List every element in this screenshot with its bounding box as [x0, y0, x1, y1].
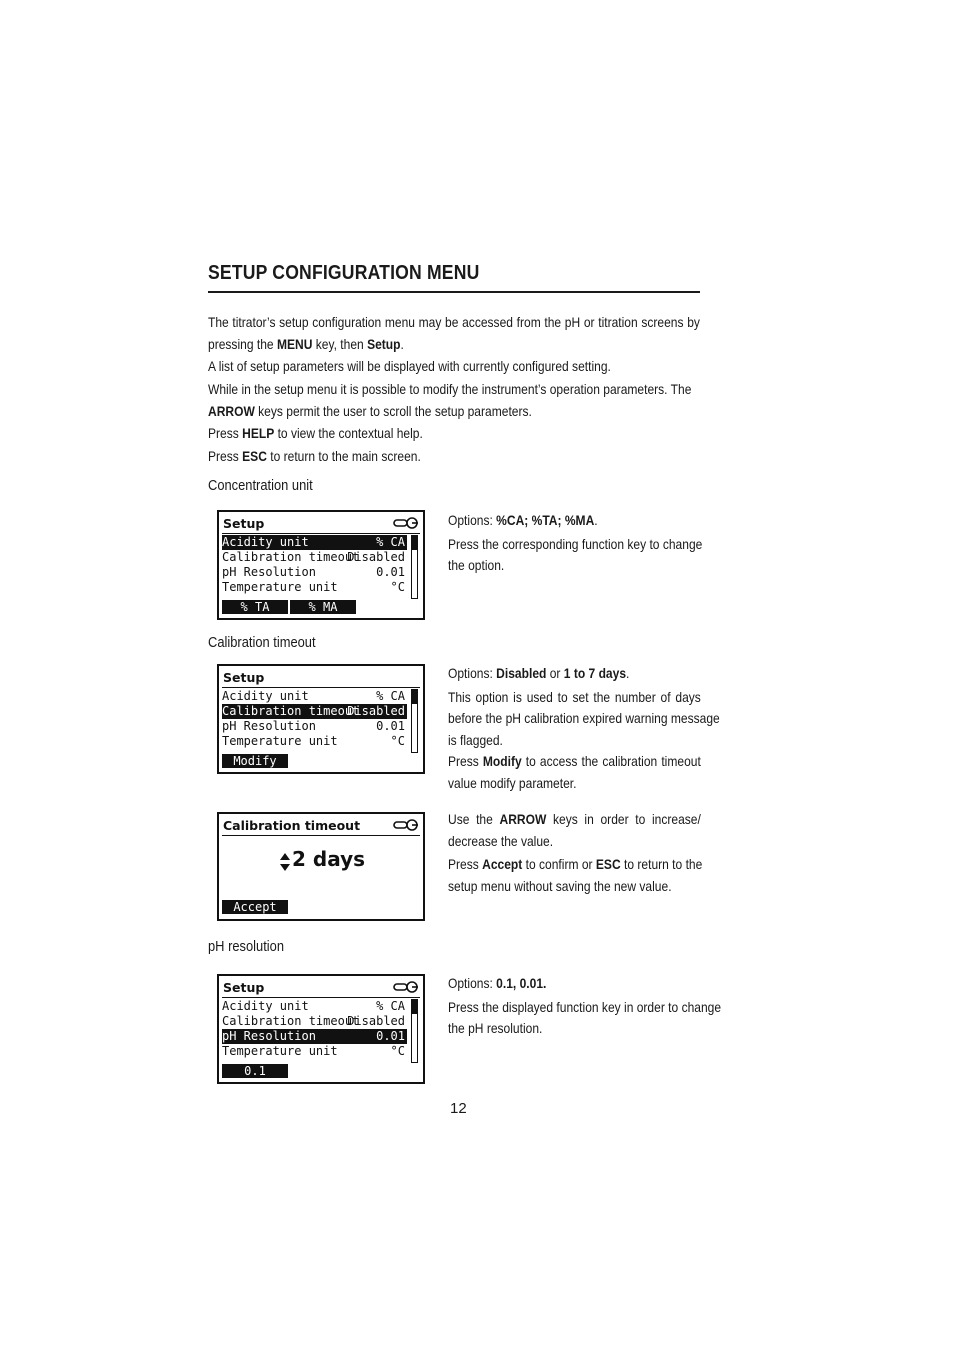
row-value: % CA	[376, 999, 405, 1013]
lcd-screen-calibration-edit	[217, 812, 425, 921]
lcd-separator	[222, 835, 420, 836]
text: keys permit the user to scroll the setup parameters.	[254, 402, 532, 419]
edit-desc-line-1	[448, 809, 701, 831]
intro-line-7	[208, 446, 421, 468]
fkey-ma: % MA	[290, 600, 356, 614]
lcd-row-ph	[222, 719, 407, 734]
esc-key-text: ESC	[595, 856, 621, 872]
text: or	[546, 665, 564, 681]
text: to return to the main screen.	[266, 448, 421, 464]
ph-desc-line-1: Press the displayed function key in order to change	[448, 998, 722, 1015]
lcd-row-calibration	[222, 704, 407, 719]
intro-line-2	[208, 334, 700, 356]
text: .	[594, 512, 598, 528]
text: Press	[208, 425, 243, 441]
row-label: Acidity unit	[222, 689, 309, 703]
wrench-key-icon	[393, 819, 419, 831]
calibration-desc-line-1: This option is used to set the number of days	[448, 688, 701, 705]
options-value: 0.1, 0.01.	[496, 975, 547, 991]
row-label: Calibration timeout	[222, 550, 360, 564]
wrench-key-icon	[393, 517, 419, 529]
row-value: Disabled	[347, 704, 405, 718]
intro-paragraph	[208, 312, 700, 355]
lcd-title: Calibration timeout	[223, 818, 361, 833]
text: Press	[448, 753, 483, 769]
text: Options:	[448, 512, 497, 528]
lcd-separator	[222, 533, 420, 534]
lcd-row-calibration	[222, 1014, 407, 1029]
title-rule	[208, 291, 700, 293]
lcd-row-acidity	[222, 535, 407, 550]
row-value: % CA	[376, 535, 405, 549]
lcd-row-ph	[222, 565, 407, 580]
intro-line-1: The titrator’s setup configuration menu may be accessed from the pH or titration screens by	[208, 314, 700, 330]
calibration-edit-desc	[448, 809, 701, 897]
row-label: pH Resolution	[222, 719, 316, 733]
lcd-screen-calibration	[217, 664, 425, 774]
text: .	[626, 665, 630, 681]
text: to confirm or	[522, 856, 596, 872]
calibration-desc-line-5: value modify parameter.	[448, 774, 577, 791]
menu-key-text: MENU	[276, 335, 313, 352]
intro-line-4: While in the setup menu it is possible to modify the instrument’s operation parameters. The	[208, 381, 692, 397]
lcd-scrollbar	[411, 535, 418, 599]
fkey-0-1: 0.1	[222, 1064, 288, 1078]
calibration-desc	[448, 663, 720, 794]
text: .	[400, 335, 404, 352]
row-label: Calibration timeout	[222, 1014, 360, 1028]
lcd-scrollbar	[411, 689, 418, 753]
concentration-desc	[448, 510, 701, 577]
row-label: pH Resolution	[222, 565, 316, 579]
text: Options:	[448, 975, 497, 991]
lcd-row-temperature	[222, 734, 407, 749]
ph-options	[448, 973, 701, 995]
modify-key-text: Modify	[482, 753, 522, 769]
row-value: 0.01	[376, 1029, 405, 1043]
esc-key-text: ESC	[242, 448, 267, 464]
text: Options:	[448, 665, 497, 681]
lcd-title: Setup	[223, 670, 265, 685]
row-value: 0.01	[376, 565, 405, 579]
text: to return to the	[620, 856, 703, 872]
lcd-screen-concentration	[217, 510, 425, 620]
calibration-options	[448, 663, 701, 685]
fkey-ta: % TA	[222, 600, 288, 614]
concentration-label: Concentration unit	[208, 477, 313, 494]
row-label: Temperature unit	[222, 734, 338, 748]
lcd-title: Setup	[223, 516, 265, 531]
text: to access the calibration timeout	[521, 753, 701, 769]
lcd-row-temperature	[222, 1044, 407, 1059]
arrow-key-text: ARROW	[208, 402, 255, 419]
row-value: °C	[390, 580, 405, 594]
row-label: Temperature unit	[222, 580, 338, 594]
arrow-key-text: ARROW	[499, 811, 547, 827]
ph-desc	[448, 973, 722, 1040]
calibration-desc-line-2: before the pH calibration expired warning message	[448, 710, 720, 726]
setup-text: Setup	[367, 335, 401, 352]
text: to view the contextual help.	[274, 425, 423, 441]
lcd-row-ph	[222, 1029, 407, 1044]
help-key-text: HELP	[242, 425, 275, 441]
edit-desc-line-4: setup menu without saving the new value.	[448, 877, 672, 894]
text: Press	[448, 856, 483, 872]
fkey-modify: Modify	[222, 754, 288, 768]
cal-value: 2 days	[292, 847, 366, 871]
lcd-scrollbar	[411, 999, 418, 1063]
lcd-row-acidity	[222, 999, 407, 1014]
row-label: Acidity unit	[222, 535, 309, 549]
edit-desc-line-2: decrease the value.	[448, 832, 554, 849]
concentration-options	[448, 510, 701, 532]
calibration-desc-line-3: is flagged.	[448, 731, 503, 748]
accept-key-text: Accept	[482, 856, 523, 872]
options-value: %CA; %TA; %MA	[496, 512, 595, 528]
row-value: % CA	[376, 689, 405, 703]
lcd-separator	[222, 687, 420, 688]
row-label: Acidity unit	[222, 999, 309, 1013]
row-label: Calibration timeout	[222, 704, 360, 718]
up-down-arrow-icon	[279, 852, 291, 872]
option-disabled: Disabled	[496, 665, 547, 681]
intro-line-5	[208, 401, 700, 423]
row-value: °C	[390, 734, 405, 748]
edit-desc-line-3	[448, 854, 701, 876]
fkey-accept: Accept	[222, 900, 288, 914]
page-number: 12	[450, 1100, 467, 1117]
concentration-desc-line-1: Press the corresponding function key to change	[448, 535, 703, 552]
row-value: °C	[390, 1044, 405, 1058]
lcd-row-acidity	[222, 689, 407, 704]
section-title: SETUP CONFIGURATION MENU	[208, 262, 480, 284]
intro-line-6	[208, 423, 423, 445]
calibration-label: Calibration timeout	[208, 634, 316, 651]
row-value: 0.01	[376, 719, 405, 733]
lcd-title: Setup	[223, 980, 265, 995]
scroll-thumb	[412, 690, 417, 704]
option-days: 1 to 7 days	[563, 665, 627, 681]
text: Press	[208, 448, 243, 464]
row-value: Disabled	[347, 1014, 405, 1028]
text: pressing the	[208, 335, 277, 352]
text: key, then	[312, 335, 368, 352]
calibration-desc-line-4	[448, 751, 701, 773]
lcd-row-temperature	[222, 580, 407, 595]
wrench-key-icon	[393, 981, 419, 993]
intro-paragraph-2	[208, 379, 700, 422]
intro-line-3: A list of setup parameters will be displayed with currently configured setting.	[208, 358, 611, 374]
text: keys in order to increase/	[546, 811, 701, 827]
lcd-screen-ph	[217, 974, 425, 1084]
row-value: Disabled	[347, 550, 405, 564]
ph-label: pH resolution	[208, 938, 285, 955]
ph-desc-line-2: the pH resolution.	[448, 1020, 543, 1036]
row-label: pH Resolution	[222, 1029, 316, 1043]
scroll-thumb	[412, 536, 417, 550]
scroll-thumb	[412, 1000, 417, 1014]
text: Use the	[448, 811, 500, 827]
concentration-desc-line-2: the option.	[448, 557, 505, 573]
lcd-row-calibration	[222, 550, 407, 565]
lcd-separator	[222, 997, 420, 998]
row-label: Temperature unit	[222, 1044, 338, 1058]
